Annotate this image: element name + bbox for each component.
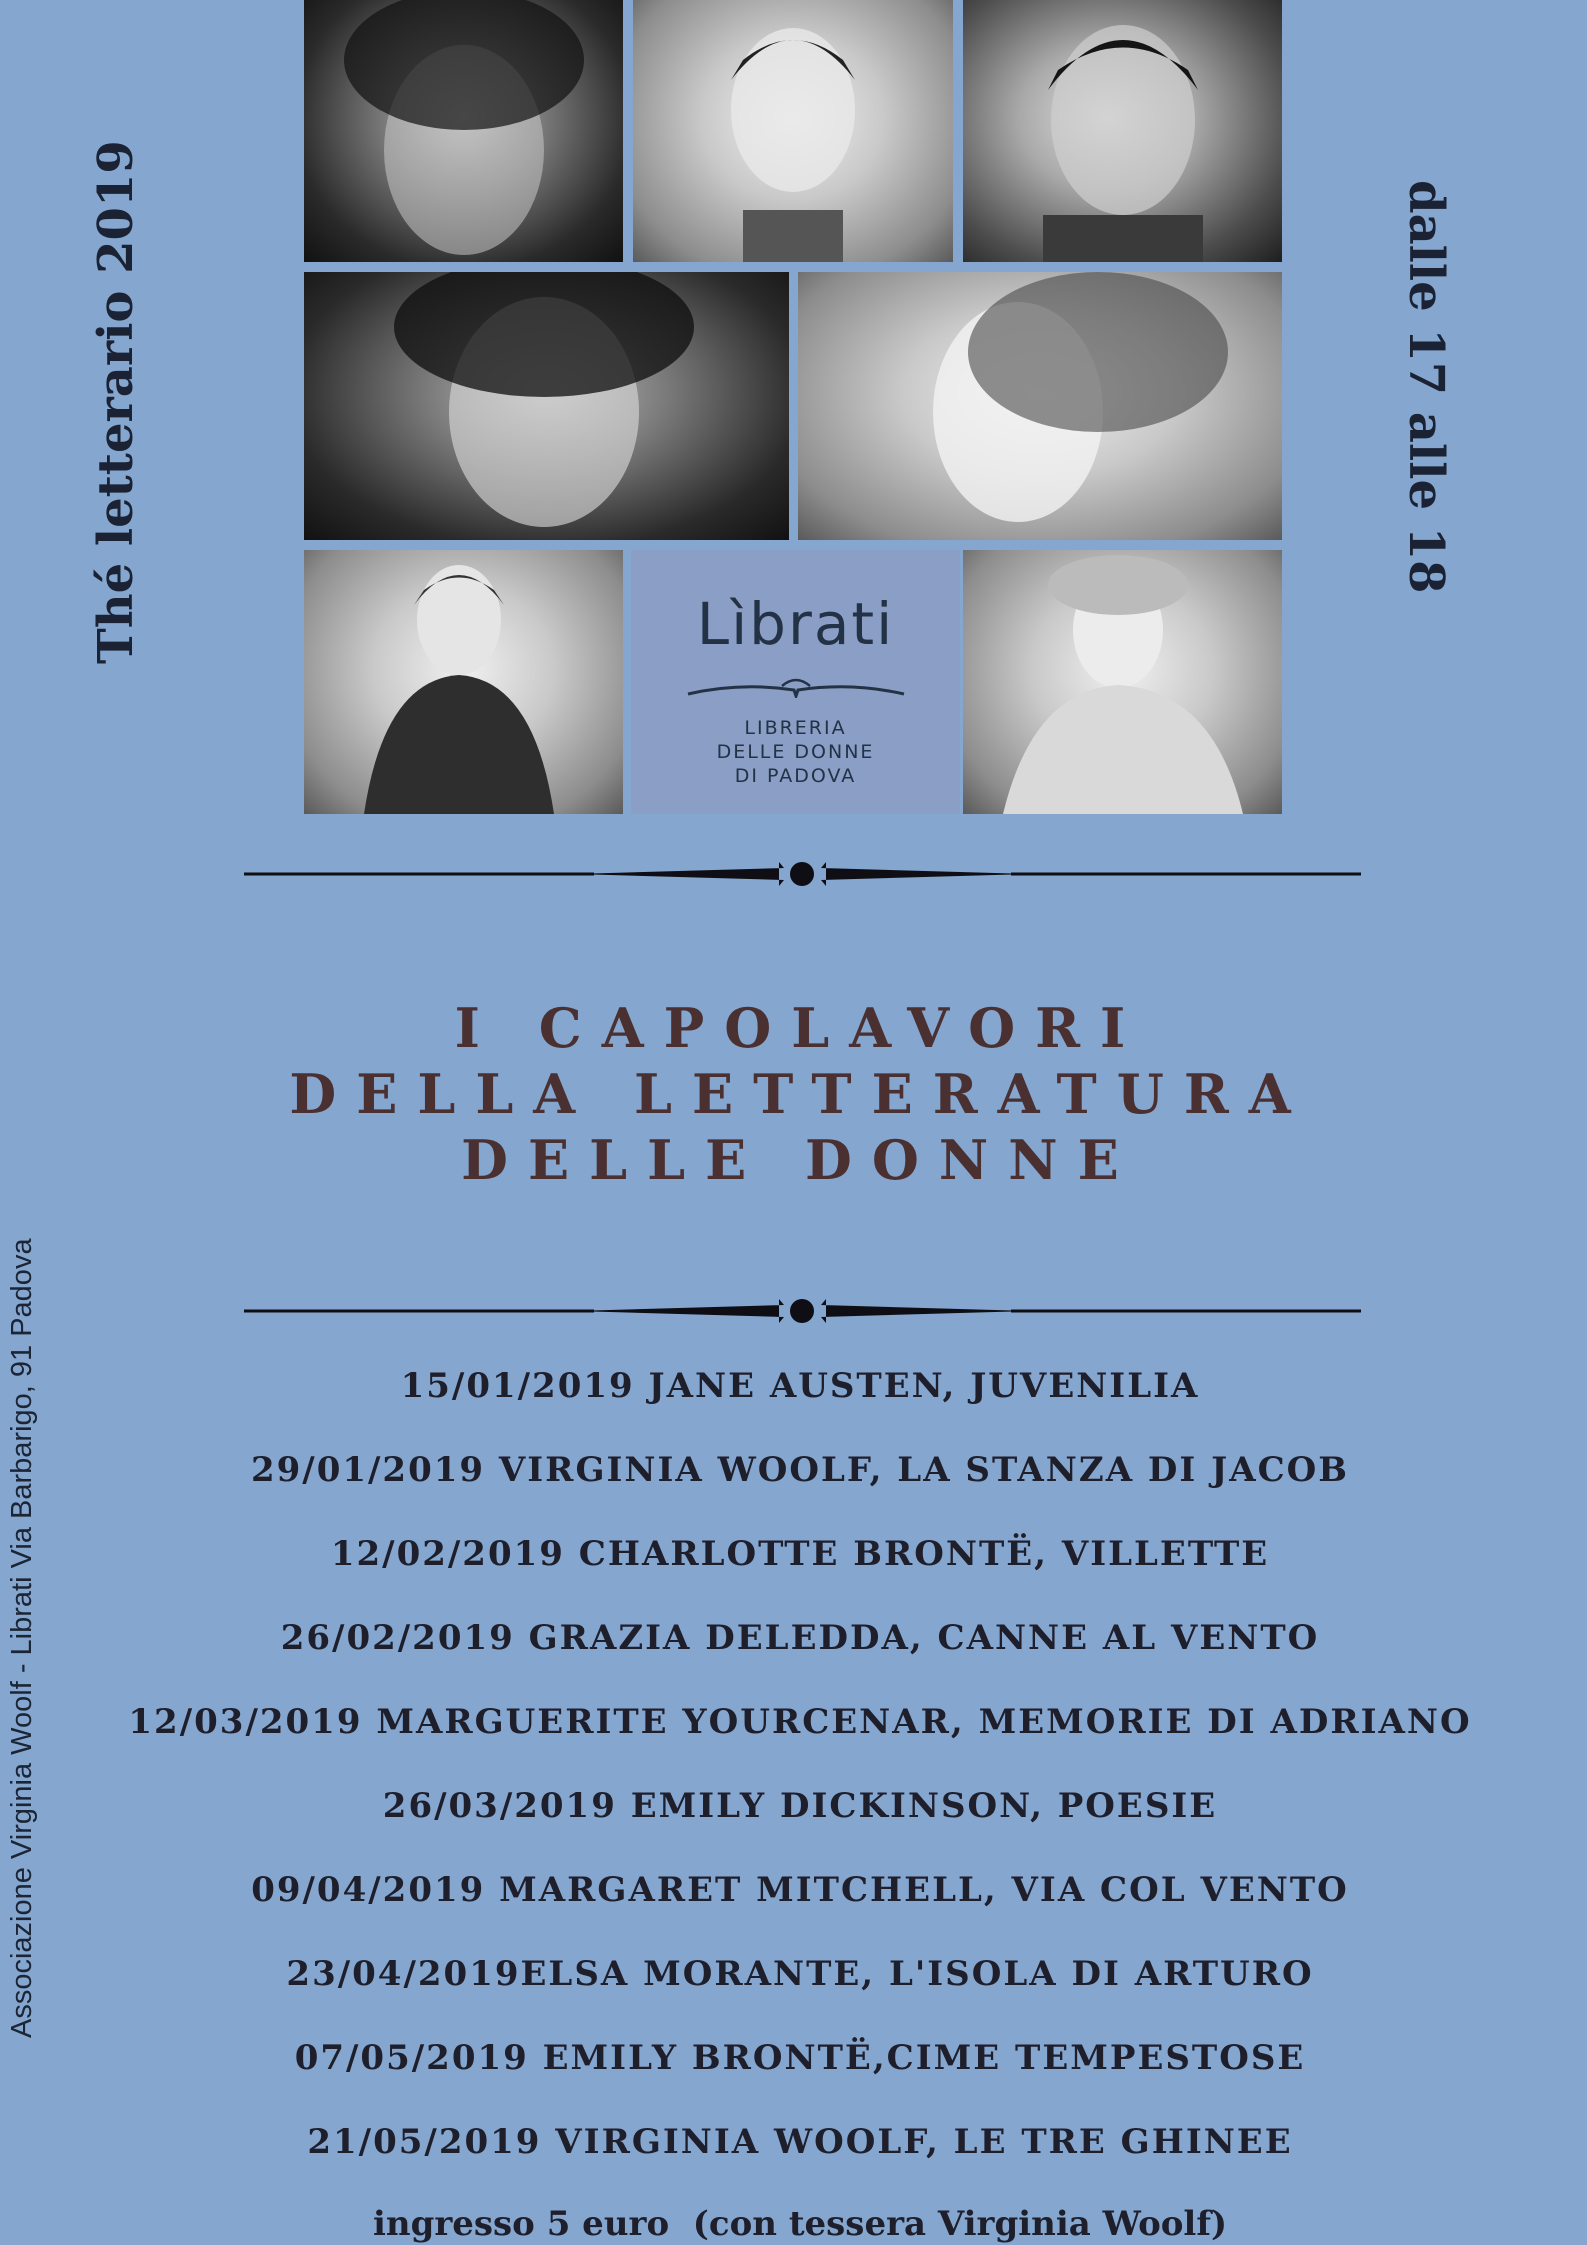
title-line: DELLE DONNE: [461, 1128, 1139, 1192]
event-item: 26/02/2019 GRAZIA DELEDDA, CANNE AL VENTO: [280, 1618, 1320, 1658]
librati-logo-panel: [631, 550, 960, 814]
schedule-time-label: dalle 17 alle 18: [1398, 180, 1454, 594]
entry-fee-note: ingresso 5 euro (con tessera Virginia Woolf): [372, 2204, 1228, 2244]
portrait-photo-3: [963, 0, 1282, 262]
title-line: DELLA LETTERATURA: [289, 1062, 1311, 1126]
portrait-photo-5: [798, 272, 1282, 540]
event-item: 12/03/2019 MARGUERITE YOURCENAR, MEMORIE DI ADRIANO: [128, 1702, 1472, 1742]
event-item: 29/01/2019 VIRGINIA WOOLF, LA STANZA DI JACOB: [250, 1450, 1350, 1490]
portrait-photo-4: [304, 272, 789, 540]
open-book-icon: [686, 668, 906, 698]
logo-subtitle: [631, 716, 960, 788]
portrait-photo-1: [304, 0, 623, 262]
event-item: 21/05/2019 VIRGINIA WOOLF, LE TRE GHINEE: [307, 2122, 1293, 2162]
the-letterario-label: Thé letterario 2019: [88, 140, 144, 664]
logo-subtitle-line: LIBRERIA: [744, 717, 847, 739]
ornamental-divider-top: [244, 856, 1361, 892]
ornamental-divider-bottom: [244, 1293, 1361, 1329]
association-address: Associazione Virginia Woolf - Librati Via Barbarigo, 91 Padova: [6, 1238, 38, 2038]
event-item: 23/04/2019ELSA MORANTE, L'ISOLA DI ARTURO: [286, 1954, 1314, 1994]
portrait-photo-6: [304, 550, 623, 814]
logo-name: Lìbrati: [696, 590, 895, 658]
event-item: 26/03/2019 EMILY DICKINSON, POESIE: [382, 1786, 1218, 1826]
event-item: 09/04/2019 MARGARET MITCHELL, VIA COL VENTO: [251, 1870, 1349, 1910]
logo-subtitle-line: DELLE DONNE: [716, 741, 875, 763]
event-list: [80, 1362, 1520, 2202]
portrait-photo-2: [633, 0, 953, 262]
event-item: 15/01/2019 JANE AUSTEN, JUVENILIA: [400, 1366, 1200, 1406]
logo-subtitle-line: DI PADOVA: [734, 765, 857, 787]
event-item: 07/05/2019 EMILY BRONTË,CIME TEMPESTOSE: [294, 2038, 1306, 2078]
portrait-photo-7: [963, 550, 1282, 814]
title-line: I CAPOLAVORI: [454, 996, 1146, 1060]
page-title: [100, 995, 1500, 1193]
event-item: 12/02/2019 CHARLOTTE BRONTË, VILLETTE: [330, 1534, 1270, 1574]
